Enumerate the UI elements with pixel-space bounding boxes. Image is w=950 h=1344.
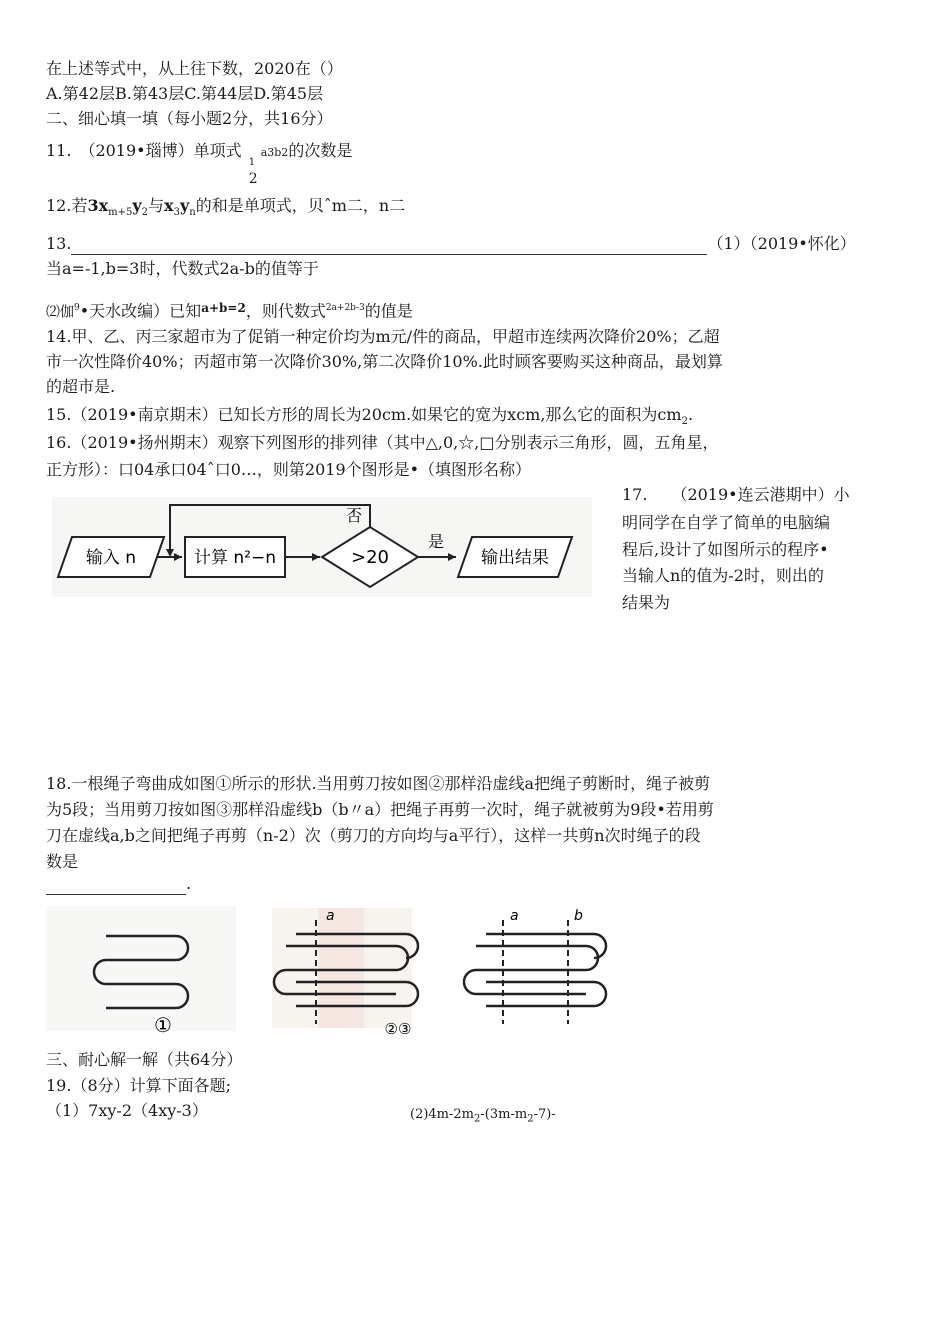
term-1: 3x [87, 196, 109, 215]
q13-2-expr: a+b=2 [201, 301, 246, 316]
figure-2-highlight [318, 908, 364, 1028]
question-18-line-4: 数是 [46, 852, 79, 871]
question-14-line-2: 市一次性降价40%；丙超市第一次降价30%,第二次降价10%.此时顾客要购买这种商品，最划算 [46, 352, 723, 371]
question-15 [46, 404, 693, 433]
question-10-options: A.第42层B.第43层C.第44层D.第45层 [46, 84, 324, 103]
flowchart-figure [52, 497, 592, 597]
question-13 [46, 233, 856, 255]
question-12-mid: 与 [148, 196, 165, 215]
question-17-line-3: 程后,设计了如图所示的程序• [622, 540, 829, 559]
term-1-sub: m+5 [108, 207, 133, 219]
no-label: 否 [345, 506, 363, 525]
question-18-line-3: 刀在虚线a,b之间把绳子再剪（n-2）次（剪刀的方向均与a平行），这样一共剪n次时绳子的段 [46, 826, 701, 845]
question-10-tail [46, 58, 343, 80]
question-17-line-4: 当输人n的值为-2时，则出的 [622, 566, 824, 585]
q19-2-sub: 2 [474, 1113, 481, 1125]
question-15-end: . [687, 405, 694, 424]
term-2-ysub: n [189, 207, 196, 219]
answer-end: . [186, 874, 192, 893]
q13-2-source: •天水改编）已知 [79, 301, 202, 321]
question-18-answer [46, 873, 191, 895]
rope-path-3-top [464, 946, 598, 994]
question-15-sub: 2 [681, 416, 688, 428]
fraction-denominator: 2 [248, 171, 258, 187]
q13-2-prefix: ⑵伽 [46, 304, 74, 321]
question-13-number: 13. [46, 234, 72, 253]
fraction-numerator: 1 [248, 157, 256, 168]
answer-blank [71, 238, 707, 255]
compute-label: 计算 n²−n [193, 548, 277, 568]
output-label: 输出结果 [481, 548, 549, 568]
q19-2-sub2: 2 [527, 1113, 534, 1125]
question-11 [46, 140, 353, 187]
question-12-suffix: 的和是单项式，贝ˆm二，n二 [195, 196, 406, 215]
term-1-y: y [132, 196, 142, 215]
figure-1-label: ① [154, 1013, 172, 1037]
question-12 [46, 195, 405, 224]
term-2: x [164, 196, 174, 215]
term-2-y: y [179, 196, 190, 215]
figure-23-label: ②③ [384, 1020, 412, 1038]
label-a-fig3: a [510, 908, 519, 924]
q13-2-expr2: 2a+2b-3 [325, 303, 365, 313]
question-11-suffix: 的次数是 [288, 141, 353, 160]
question-16-line-1: 16.（2019•扬州期末）观察下列图形的排列律（其中△,0,☆,□分别表示三角形，圆，五角星， [46, 433, 719, 452]
question-17-line-5: 结果为 [622, 593, 671, 612]
q19-2-a: (2)4m-2m [410, 1107, 475, 1122]
section-2-heading: 二、细心填一填（每小题2分，共16分） [46, 109, 333, 128]
question-19-part-1: （1）7xy-2（4xy-3） [46, 1101, 208, 1120]
condition-label: >20 [351, 547, 389, 568]
q13-2-suffix: 的值是 [364, 301, 413, 321]
question-16-line-2: 正方形）：口04承口04ˆ口0…，则第2019个图形是•（填图形名称） [46, 460, 532, 479]
question-17-line-1: 17. （2019•连云港期中）小 [622, 485, 850, 504]
question-19: 19.（8分）计算下面各题; [46, 1076, 232, 1095]
question-15-text: 15.（2019•南京期末）已知长方形的周长为20cm.如果它的宽为xcm,那么它的面积为cm [46, 405, 682, 424]
term-1-ysub: 2 [141, 207, 149, 219]
question-10-stem: 在上述等式中，从上往下数，2020在（） [46, 59, 343, 78]
question-11-prefix: 11. （2019•瑙博）单项式 [46, 141, 242, 160]
question-14-line-1: 14.甲、乙、丙三家超市为了促销一种定价均为m元/件的商品，甲超市连续两次降价20%；乙超 [46, 327, 720, 346]
question-19-part-2 [410, 1104, 556, 1125]
label-b-fig3: b [574, 908, 583, 924]
question-17-line-2: 明同学在自学了简单的电脑编 [622, 513, 831, 532]
question-13-line-2: 当a=-1,b=3时，代数式2a-b的值等于 [46, 259, 319, 278]
answer-blank [46, 878, 186, 895]
q19-2-c: -7)- [533, 1107, 556, 1122]
rope-figure-3 [464, 934, 606, 1006]
q19-2-b: -(3m-m [480, 1107, 528, 1122]
question-18-line-2: 为5段；当用剪刀按如图③那样沿虚线b（b〃a）把绳子再剪一次时，绳子就被剪为9段•若用剪 [46, 800, 714, 819]
monomial-term: a3b2 [260, 146, 289, 159]
q13-2-mid: ，则代数式 [245, 301, 326, 321]
term-2-sub: 3 [173, 207, 180, 219]
figure-1-background [46, 906, 236, 1031]
input-label: 输入 n [85, 548, 137, 568]
label-a-fig2: a [326, 908, 335, 924]
question-13-part-1: （1）（2019•怀化） [707, 234, 856, 253]
q13-2-sup: 9 [74, 303, 80, 313]
question-13-part-2 [46, 297, 413, 323]
question-18-line-1: 18.一根绳子弯曲成如图①所示的形状.当用剪刀按如图②那样沿虚线a把绳子剪断时，绳子被剪 [46, 774, 711, 793]
question-12-prefix: 12.若 [46, 196, 88, 215]
rope-figures [46, 906, 606, 1036]
yes-label: 是 [427, 532, 445, 551]
question-14-line-3: 的超市是. [46, 377, 116, 396]
section-3-heading: 三、耐心解一解（共64分） [46, 1050, 243, 1069]
